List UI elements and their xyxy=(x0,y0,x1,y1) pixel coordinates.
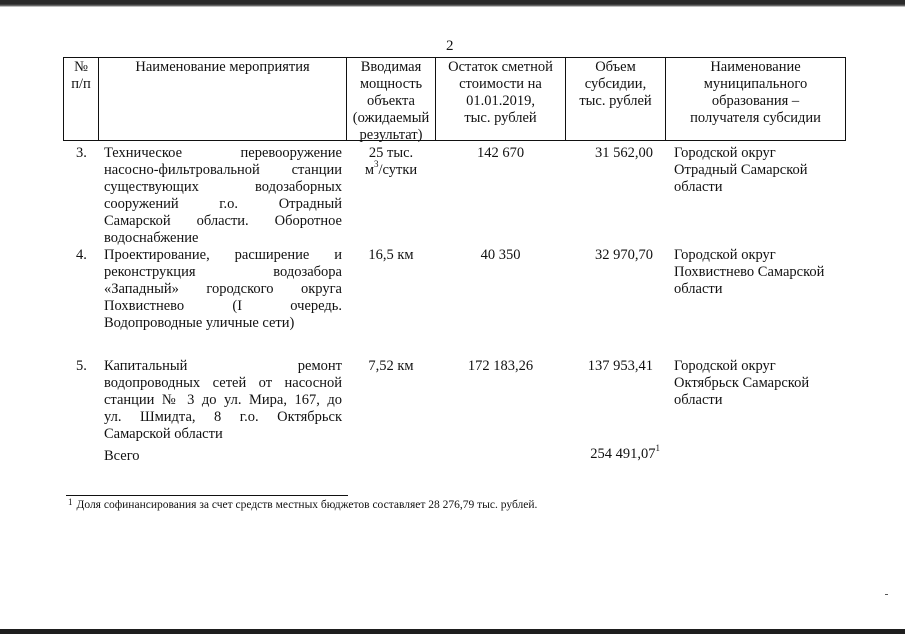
col-divider xyxy=(845,57,846,141)
row-municipality: Городской округ Похвистнево Самарской области xyxy=(674,247,825,297)
header-subsidy: Объем субсидии, тыс. рублей xyxy=(579,59,652,109)
scan-top-border xyxy=(0,0,905,7)
footnote-text: Доля софинансирования за счет средств местных бюджетов составляет 28 276,79 тыс. рублей. xyxy=(76,499,538,511)
scan-bottom-border xyxy=(0,629,905,634)
row-name: Капитальный ремонт водопроводных сетей от насосной станции № 3 до ул. Мира, 167, до ул. Шмидта, 8 г.о. Октябрьск Самарской области xyxy=(104,358,342,442)
row-remainder: 172 183,26 xyxy=(467,358,534,374)
row-subsidy: 32 970,70 xyxy=(595,247,653,263)
row-remainder: 40 350 xyxy=(480,247,521,263)
row-name: Проектирование, расширение и реконструкция водозабора «Западный» городского округа Похвистнево (I очередь. Водопроводные уличные сети) xyxy=(104,247,342,331)
row-capacity: 25 тыс. $м^3$/сутки xyxy=(364,145,418,178)
row-municipality: Городской округ Октябрьск Самарской области xyxy=(674,358,810,408)
row-remainder: 142 670 xyxy=(476,145,525,161)
row-name: Техническое перевооружение насосно-фильтровальной станции существующих водозаборных сооружений г.о. Отрадный Самарской области. Оборотное водоснабжение xyxy=(104,145,342,246)
header-bottom-border xyxy=(63,140,846,141)
row-number: 3. xyxy=(76,145,87,161)
row-subsidy: 31 562,00 xyxy=(595,145,653,161)
header-num: № п/п xyxy=(71,59,91,92)
page-number: 2 xyxy=(446,38,454,54)
total-value: 254 491,07$^1$ xyxy=(590,443,660,462)
total-label: Всего xyxy=(104,448,140,464)
header-municipality: Наименование муниципального образования – получателя субсидии xyxy=(690,59,821,126)
footnote xyxy=(68,499,537,511)
header-capacity: Вводимая мощность объекта (ожидаемый результат) xyxy=(352,59,430,143)
footnote-separator xyxy=(66,495,348,496)
row-subsidy: 137 953,41 xyxy=(587,358,653,374)
row-capacity: 7,52 км xyxy=(368,358,414,374)
scan-speck xyxy=(885,594,888,595)
table-top-border xyxy=(63,57,846,58)
header-remainder: Остаток сметной стоимости на 01.01.2019, тыс. рублей xyxy=(448,59,553,126)
header-name: Наименование мероприятия xyxy=(135,59,310,75)
row-number: 4. xyxy=(76,247,87,263)
row-capacity: 16,5 км xyxy=(368,247,414,263)
row-number: 5. xyxy=(76,358,87,374)
row-municipality: Городской округ Отрадный Самарской области xyxy=(674,145,808,195)
footnote-mark: 1 xyxy=(68,497,73,507)
